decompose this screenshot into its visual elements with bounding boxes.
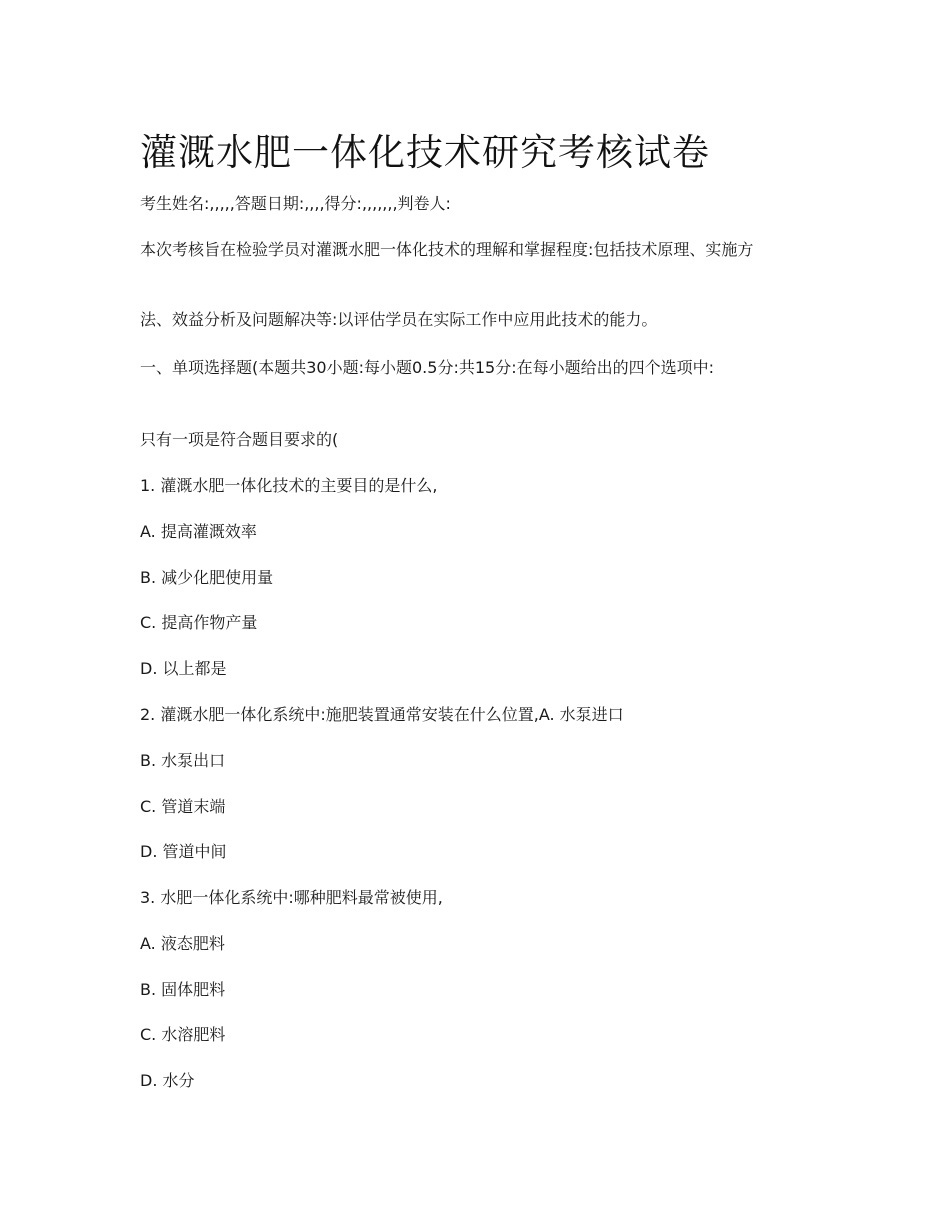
question-3-stem: 3. 水肥一体化系统中:哪种肥料最常被使用, <box>140 888 443 907</box>
intro-line-2: 法、效益分析及问题解决等:以评估学员在实际工作中应用此技术的能力。 <box>140 310 658 329</box>
question-3-option-c: C. 水溶肥料 <box>140 1025 226 1044</box>
question-1-option-a: A. 提高灌溉效率 <box>140 522 257 541</box>
question-1-option-c: C. 提高作物产量 <box>140 613 258 632</box>
question-3-option-b: B. 固体肥料 <box>140 980 226 999</box>
question-1-option-b: B. 减少化肥使用量 <box>140 568 274 587</box>
candidate-info-line: 考生姓名:,,,,,答题日期:,,,,得分:,,,,,,,判卷人: <box>140 194 451 213</box>
section-heading-cont: 只有一项是符合题目要求的( <box>140 430 339 449</box>
question-1-stem: 1. 灌溉水肥一体化技术的主要目的是什么, <box>140 476 438 495</box>
question-3-option-d: D. 水分 <box>140 1071 195 1090</box>
exam-title: 灌溉水肥一体化技术研究考核试卷 <box>140 131 710 174</box>
question-2-option-d: D. 管道中间 <box>140 842 227 861</box>
section-heading: 一、单项选择题(本题共30小题:每小题0.5分:共15分:在每小题给出的四个选项中: <box>140 358 714 377</box>
question-2-option-c: C. 管道末端 <box>140 797 226 816</box>
question-1-option-d: D. 以上都是 <box>140 659 227 678</box>
question-3-option-a: A. 液态肥料 <box>140 934 225 953</box>
question-2-stem: 2. 灌溉水肥一体化系统中:施肥装置通常安装在什么位置,A. 水泵进口 <box>140 705 624 724</box>
intro-line-1: 本次考核旨在检验学员对灌溉水肥一体化技术的理解和掌握程度:包括技术原理、实施方 <box>140 240 754 259</box>
intro-paragraph <box>140 238 810 262</box>
question-2-option-b: B. 水泵出口 <box>140 751 226 770</box>
